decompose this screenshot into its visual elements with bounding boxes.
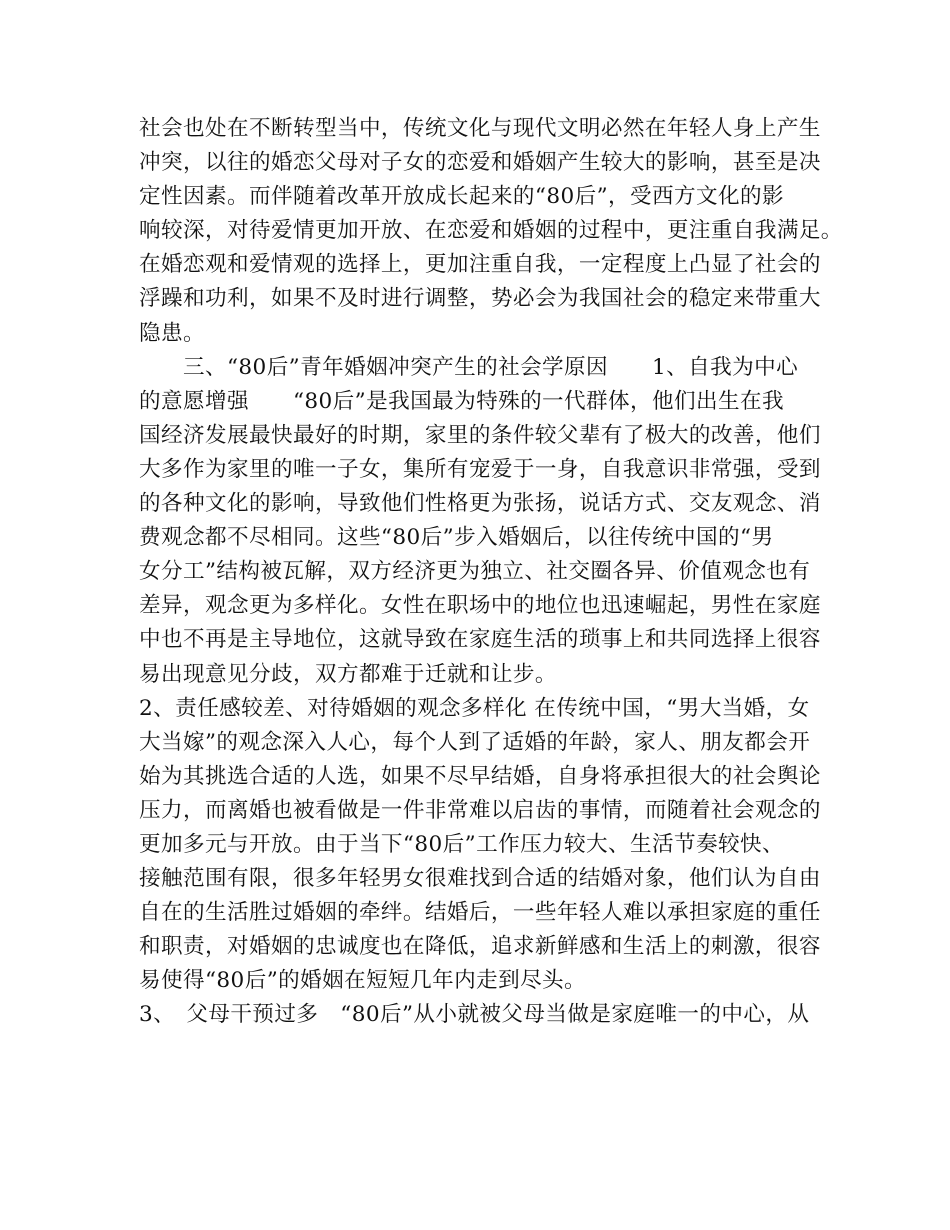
text-line: 费观念都不尽相同。这些“80后”步入婚姻后，以往传统中国的“男 bbox=[139, 525, 774, 551]
text-line: 的意愿增强 “80后”是我国最为特殊的一代群体，他们出生在我 bbox=[139, 388, 784, 414]
text-line: 接触范围有限，很多年轻男女很难找到合适的结婚对象，他们认为自由 bbox=[139, 866, 821, 892]
point-heading-line: 3、 父母干预过多 “80后”从小就被父母当做是家庭唯一的中心，从 bbox=[139, 1002, 810, 1028]
text-line: 压力，而离婚也被看做是一件非常难以启齿的事情，而随着社会观念的 bbox=[139, 797, 821, 823]
text-line: 更加多元与开放。由于当下“80后”工作压力较大、生活节奏较快、 bbox=[139, 831, 784, 857]
text-line: 女分工”结构被瓦解，双方经济更为独立、社交圈各异、价值观念也有 bbox=[139, 559, 811, 585]
text-line: 大多作为家里的唯一子女，集所有宠爱于一身，自我意识非常强，受到 bbox=[139, 456, 821, 482]
body-text bbox=[139, 112, 843, 1033]
text-line: 和职责，对婚姻的忠诚度也在降低，追求新鲜感和生活上的刺激，很容 bbox=[139, 934, 821, 960]
text-line: 大当嫁”的观念深入人心，每个人到了适婚的年龄，家人、朋友都会开 bbox=[139, 729, 811, 755]
text-line: 冲突，以往的婚恋父母对子女的恋爱和婚姻产生较大的影响，甚至是决 bbox=[139, 150, 821, 176]
text-line: 定性因素。而伴随着改革开放成长起来的“80后”，受西方文化的影 bbox=[139, 184, 784, 210]
text-line: 响较深，对待爱情更加开放、在恋爱和婚姻的过程中，更注重自我满足。 bbox=[139, 218, 843, 244]
text-line: 国经济发展最快最好的时期，家里的条件较父辈有了极大的改善，他们 bbox=[139, 422, 821, 448]
text-line: 在婚恋观和爱情观的选择上，更加注重自我，一定程度上凸显了社会的 bbox=[139, 252, 821, 278]
text-line: 的各种文化的影响，导致他们性格更为张扬，说话方式、交友观念、消 bbox=[139, 491, 821, 517]
text-line: 隐患。 bbox=[139, 320, 205, 346]
section-heading-line: 三、“80后”青年婚姻冲突产生的社会学原因 1、自我为中心 bbox=[139, 354, 799, 380]
text-line: 易出现意见分歧，双方都难于迁就和让步。 bbox=[139, 661, 557, 687]
text-line: 中也不再是主导地位，这就导致在家庭生活的琐事上和共同选择上很容 bbox=[139, 627, 821, 653]
text-line: 社会也处在不断转型当中，传统文化与现代文明必然在年轻人身上产生 bbox=[139, 116, 821, 141]
text-line: 差异，观念更为多样化。女性在职场中的地位也迅速崛起，男性在家庭 bbox=[139, 593, 821, 619]
text-line: 自在的生活胜过婚姻的牵绊。结婚后，一些年轻人难以承担家庭的重任 bbox=[139, 900, 821, 926]
point-heading-line: 2、责任感较差、对待婚姻的观念多样化 在传统中国，“男大当婚，女 bbox=[139, 695, 810, 721]
text-line: 浮躁和功利，如果不及时进行调整，势必会为我国社会的稳定来带重大 bbox=[139, 286, 821, 312]
text-line: 易使得“80后”的婚姻在短短几年内走到尽头。 bbox=[139, 968, 587, 994]
text-line: 始为其挑选合适的人选，如果不尽早结婚，自身将承担很大的社会舆论 bbox=[139, 763, 821, 789]
